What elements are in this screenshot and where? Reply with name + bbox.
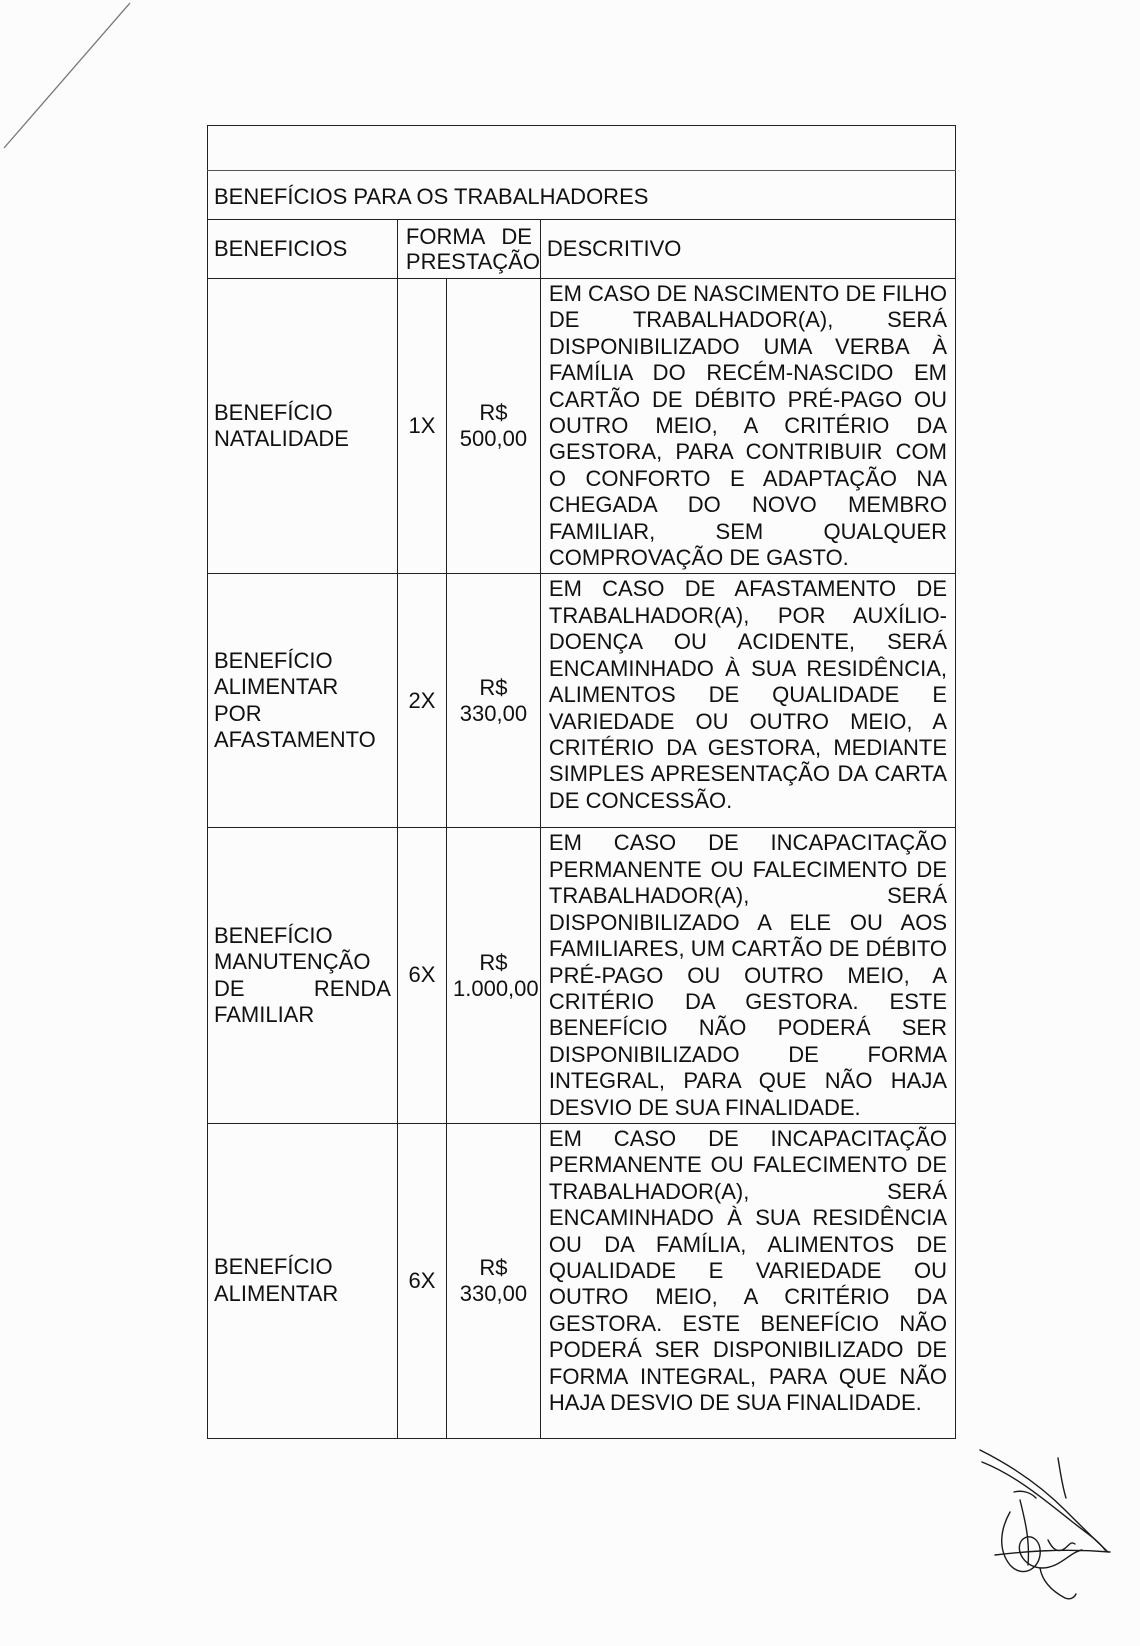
benefit-times: 2X — [397, 574, 446, 828]
benefit-description: EM CASO DE NASCIMENTO DE FILHO DE TRABALHADOR(A), SERÁ DISPONIBILIZADO UMA VERBA À FAMÍLIA DO RECÉM-NASCIDO EM CARTÃO DE DÉBITO PRÉ-PAGO OU OUTRO MEIO, A CRITÉRIO DA GESTORA, PARA CONTRIBUIR COM O CONFORTO E ADAPTAÇÃO NA CHEGADA DO NOVO MEMBRO FAMILIAR, SEM QUALQUER COMPROVAÇÃO DE GASTO. — [540, 279, 955, 574]
benefit-value — [447, 828, 541, 1123]
benefit-value — [447, 574, 541, 828]
table-row — [208, 279, 956, 574]
benefit-times: 1X — [397, 279, 446, 574]
benefit-value-label: R$ — [479, 949, 508, 975]
benefit-description: EM CASO DE INCAPACITAÇÃO PERMANENTE OU FALECIMENTO DE TRABALHADOR(A), SERÁ ENCAMINHADO À SUA RESIDÊNCIA OU DA FAMÍLIA, ALIMENTOS DE QUALIDADE E VARIEDADE OU OUTRO MEIO, A CRITÉRIO DA GESTORA. ESTE BENEFÍCIO NÃO PODERÁ SER DISPONIBILIZADO DE FORMA INTEGRAL, PARA QUE NÃO HAJA DESVIO DE SUA FINALIDADE. — [540, 1123, 955, 1438]
benefit-name: BENEFÍCIO ALIMENTAR POR AFASTAMENTO — [208, 574, 398, 828]
table-title: BENEFÍCIOS PARA OS TRABALHADORES — [208, 171, 956, 220]
table-row — [208, 574, 956, 828]
header-forma-prestacao — [397, 220, 540, 279]
table-title-row — [208, 171, 956, 220]
empty-cell — [208, 126, 956, 171]
benefit-value-label: R$ — [479, 400, 508, 426]
corner-pen-mark-icon — [0, 0, 140, 160]
header-beneficios: BENEFICIOS — [208, 220, 398, 279]
benefit-value-amount: 330,00 — [459, 700, 528, 726]
benefit-name: BENEFÍCIO NATALIDADE — [208, 279, 398, 574]
benefit-value-label: R$ — [479, 1254, 508, 1280]
benefits-table — [207, 125, 956, 1439]
benefit-name: BENEFÍCIO MANUTENÇÃO DE RENDA FAMILIAR — [208, 828, 398, 1123]
benefit-value-amount: 1.000,00 — [453, 975, 539, 1001]
table-header-row — [208, 220, 956, 279]
table-row — [208, 828, 956, 1123]
benefit-value-amount: 330,00 — [459, 1280, 528, 1306]
benefit-value-amount: 500,00 — [459, 426, 528, 452]
benefit-value-label: R$ — [479, 674, 508, 700]
signature-icon — [970, 1440, 1115, 1610]
table-row — [208, 1123, 956, 1438]
benefit-value — [447, 279, 541, 574]
table-empty-row — [208, 126, 956, 171]
header-descritivo: DESCRITIVO — [540, 220, 955, 279]
benefit-times: 6X — [397, 828, 446, 1123]
benefit-value — [447, 1123, 541, 1438]
benefit-times: 6X — [397, 1123, 446, 1438]
header-forma-line1: FORMA DE — [405, 224, 532, 249]
benefit-name: BENEFÍCIO ALIMENTAR — [208, 1123, 398, 1438]
benefit-description: EM CASO DE INCAPACITAÇÃO PERMANENTE OU FALECIMENTO DE TRABALHADOR(A), SERÁ DISPONIBILIZADO A ELE OU AOS FAMILIARES, UM CARTÃO DE DÉBITO PRÉ-PAGO OU OUTRO MEIO, A CRITÉRIO DA GESTORA. ESTE BENEFÍCIO NÃO PODERÁ SER DISPONIBILIZADO DE FORMA INTEGRAL, PARA QUE NÃO HAJA DESVIO DE SUA FINALIDADE. — [540, 828, 955, 1123]
benefit-description: EM CASO DE AFASTAMENTO DE TRABALHADOR(A), POR AUXÍLIO-DOENÇA OU ACIDENTE, SERÁ ENCAMINHADO À SUA RESIDÊNCIA, ALIMENTOS DE QUALIDADE E VARIEDADE OU OUTRO MEIO, A CRITÉRIO DA GESTORA, MEDIANTE SIMPLES APRESENTAÇÃO DA CARTA DE CONCESSÃO. — [540, 574, 955, 828]
header-forma-line2: PRESTAÇÃO — [405, 249, 540, 274]
